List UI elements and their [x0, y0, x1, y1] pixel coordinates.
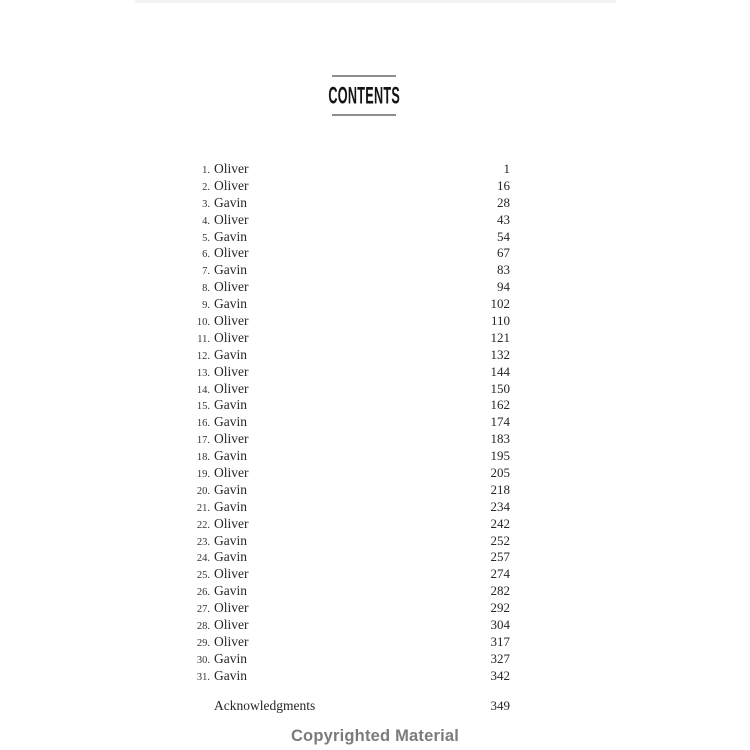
chapter-number: 29. — [196, 637, 210, 649]
toc-row — [196, 482, 510, 499]
toc-row — [196, 668, 510, 685]
chapter-number: 4. — [202, 215, 210, 227]
toc-row — [196, 245, 510, 262]
toc-row — [196, 178, 510, 195]
chapter-title: Gavin — [214, 549, 247, 565]
toc-row — [196, 397, 510, 414]
toc-row — [196, 330, 510, 347]
chapter-title: Gavin — [214, 296, 247, 312]
toc-row — [196, 229, 510, 246]
toc-row — [196, 161, 510, 178]
chapter-title: Oliver — [214, 211, 249, 227]
chapter-title: Gavin — [214, 667, 247, 683]
toc-row — [196, 313, 510, 330]
chapter-number: 11. — [197, 333, 210, 345]
back-matter-page-number: 349 — [490, 698, 510, 713]
toc-row — [196, 296, 510, 313]
chapter-number: 18. — [196, 452, 210, 464]
toc-row — [196, 431, 510, 448]
chapter-title: Oliver — [214, 431, 249, 447]
toc-row — [196, 212, 510, 229]
toc-row — [196, 414, 510, 431]
chapter-number: 19. — [196, 469, 210, 481]
title-rule-bottom — [332, 114, 396, 116]
page-number: 16 — [497, 177, 510, 193]
chapter-title: Gavin — [214, 262, 247, 278]
page-number: 304 — [490, 617, 510, 633]
chapter-title: Gavin — [214, 397, 247, 413]
page-number: 327 — [490, 650, 510, 666]
toc-row — [196, 279, 510, 296]
chapter-number: 24. — [196, 553, 210, 565]
toc-row — [196, 347, 510, 364]
chapter-number: 25. — [196, 570, 210, 582]
chapter-title: Gavin — [214, 414, 247, 430]
chapter-title: Oliver — [214, 633, 249, 649]
page-number: 28 — [497, 194, 510, 210]
toc-row — [196, 448, 510, 465]
page-number: 342 — [490, 667, 510, 683]
chapter-title: Oliver — [214, 566, 249, 582]
page-number: 1 — [503, 161, 510, 176]
chapter-number: 22. — [196, 519, 210, 531]
chapter-number: 31. — [196, 671, 210, 683]
chapter-title: Gavin — [214, 194, 247, 210]
chapter-title: Gavin — [214, 481, 247, 497]
chapter-title: Oliver — [214, 245, 249, 261]
chapter-title: Gavin — [214, 346, 247, 362]
chapter-number: 23. — [196, 536, 210, 548]
toc-row — [196, 364, 510, 381]
chapter-title: Gavin — [214, 532, 247, 548]
chapter-title: Oliver — [214, 313, 249, 329]
chapter-title: Oliver — [214, 329, 249, 345]
chapter-number: 14. — [196, 384, 210, 396]
page-number: 183 — [490, 431, 510, 447]
chapter-number: 1. — [202, 165, 210, 176]
chapter-number: 20. — [196, 485, 210, 497]
toc-row — [196, 465, 510, 482]
chapter-number: 2. — [202, 181, 210, 193]
toc-row — [196, 499, 510, 516]
chapter-title: Gavin — [214, 498, 247, 514]
page-scan-edge — [135, 0, 616, 3]
chapter-title: Oliver — [214, 617, 249, 633]
chapter-title: Oliver — [214, 465, 249, 481]
chapter-number: 5. — [202, 232, 210, 244]
page-number: 102 — [490, 296, 510, 312]
back-matter-row — [196, 697, 510, 714]
page-number: 218 — [490, 481, 510, 497]
page-number: 150 — [490, 380, 510, 396]
chapter-number: 30. — [196, 654, 210, 666]
page-number: 54 — [497, 228, 510, 244]
chapter-title: Gavin — [214, 583, 247, 599]
back-matter-label: Acknowledgments — [214, 698, 316, 713]
table-of-contents — [196, 161, 510, 685]
chapter-title: Oliver — [214, 363, 249, 379]
chapter-title: Oliver — [214, 177, 249, 193]
page-number: 121 — [490, 329, 510, 345]
toc-row — [196, 533, 510, 550]
chapter-title: Oliver — [214, 279, 249, 295]
page-number: 43 — [497, 211, 510, 227]
chapter-number: 9. — [202, 300, 210, 312]
chapter-title: Oliver — [214, 515, 249, 531]
chapter-title: Gavin — [214, 228, 247, 244]
toc-row — [196, 600, 510, 617]
chapter-number: 17. — [196, 435, 210, 447]
chapter-title: Gavin — [214, 650, 247, 666]
chapter-title: Gavin — [214, 448, 247, 464]
page-number: 242 — [490, 515, 510, 531]
page-title — [328, 80, 400, 110]
page-number: 252 — [490, 532, 510, 548]
page-number: 282 — [490, 583, 510, 599]
chapter-number: 10. — [196, 317, 210, 329]
page-number: 132 — [490, 346, 510, 362]
chapter-number: 6. — [202, 249, 210, 261]
chapter-number: 3. — [202, 198, 210, 210]
chapter-title: Oliver — [214, 600, 249, 616]
page-number: 110 — [490, 313, 510, 329]
toc-row — [196, 583, 510, 600]
chapter-number: 26. — [196, 587, 210, 599]
page-number: 205 — [490, 465, 510, 481]
toc-row — [196, 566, 510, 583]
page-number: 234 — [490, 498, 510, 514]
toc-row — [196, 617, 510, 634]
page-number: 67 — [497, 245, 510, 261]
page-number: 162 — [490, 397, 510, 413]
page-number: 94 — [497, 279, 510, 295]
page-number: 257 — [490, 549, 510, 565]
chapter-number: 21. — [196, 502, 210, 514]
page-number: 317 — [490, 633, 510, 649]
chapter-number: 16. — [196, 418, 210, 430]
toc-row — [196, 634, 510, 651]
toc-row — [196, 262, 510, 279]
page-number: 195 — [490, 448, 510, 464]
page-number: 174 — [490, 414, 510, 430]
chapter-number: 15. — [196, 401, 210, 413]
toc-row — [196, 516, 510, 533]
page-number: 144 — [490, 363, 510, 379]
chapter-number: 27. — [196, 604, 210, 616]
title-rule-top — [332, 75, 396, 77]
chapter-number: 12. — [196, 350, 210, 362]
toc-row — [196, 195, 510, 212]
toc-row — [196, 381, 510, 398]
chapter-title: Oliver — [214, 161, 249, 176]
chapter-number: 8. — [202, 283, 210, 295]
page-title-text: CONTENTS — [328, 80, 400, 109]
toc-row — [196, 549, 510, 566]
page-number: 83 — [497, 262, 510, 278]
copyright-watermark: Copyrighted Material — [290, 727, 460, 745]
toc-row — [196, 651, 510, 668]
page-number: 292 — [490, 600, 510, 616]
chapter-number: 7. — [202, 266, 210, 278]
chapter-number: 13. — [196, 367, 210, 379]
page-number: 274 — [490, 566, 510, 582]
chapter-title: Oliver — [214, 380, 249, 396]
chapter-number: 28. — [196, 621, 210, 633]
